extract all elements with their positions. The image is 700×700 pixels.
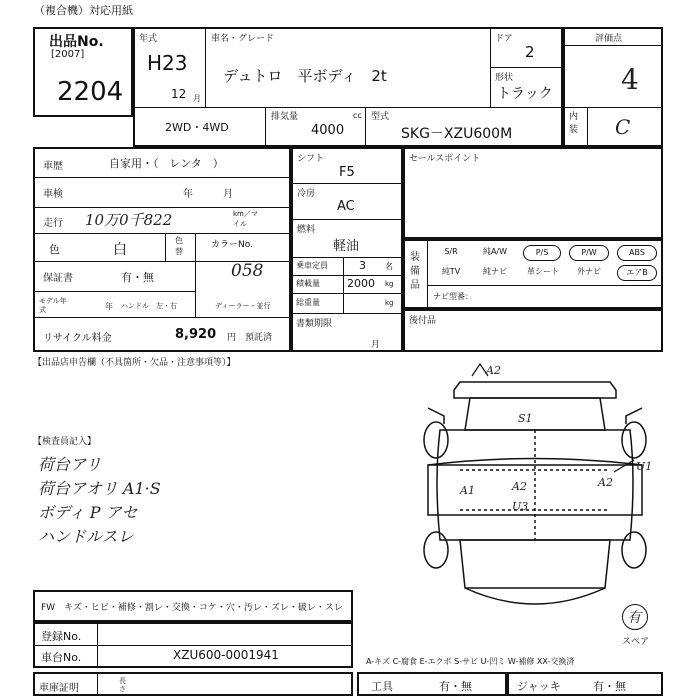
- form-caption: （複合機）対応用紙: [34, 4, 133, 17]
- usage: 自家用・（ レンタ ）: [109, 157, 224, 170]
- tools-box: [357, 672, 507, 696]
- equip-alloy-wheels: 純A/W: [482, 247, 508, 256]
- chassis-label: 車台No.: [41, 651, 82, 664]
- lot-year-tag: [2007]: [51, 49, 85, 60]
- aftermarket-box: [403, 309, 663, 352]
- mark-s1: S1: [518, 412, 533, 425]
- recycle-fee: 8,920: [175, 327, 217, 342]
- mark-u1: U1: [636, 460, 653, 473]
- mileage-unit: km／マイル: [233, 210, 258, 228]
- capacity-unit: 名: [385, 262, 393, 271]
- mark-u3: U3: [512, 500, 529, 513]
- load-label: 積載量: [296, 279, 320, 288]
- exhibitor-notes-label: 【出品店申告欄（不具箇所・欠品・注意事項等）】: [33, 358, 236, 368]
- load-unit: kg: [385, 280, 394, 288]
- grade-score: 4: [621, 63, 639, 96]
- mileage-label: 走行: [43, 218, 63, 229]
- inspection-date: 年 月: [183, 189, 233, 200]
- equip-sunroof: S/R: [444, 247, 458, 256]
- gross-label: 総重量: [296, 298, 320, 307]
- gross-unit: kg: [385, 299, 394, 307]
- aftermarket-label: 後付品: [409, 316, 437, 326]
- sales-point-label: セールスポイント: [409, 154, 481, 164]
- equip-leather: 革シート: [527, 267, 559, 276]
- month: 12: [171, 87, 187, 101]
- equip-nav: 純ナビ: [483, 267, 507, 276]
- lot-number: 2204: [57, 77, 124, 107]
- damage-diagram: [400, 360, 670, 640]
- note-line-1: 荷台アリ: [38, 455, 102, 474]
- color-no-label: カラーNo.: [211, 240, 253, 250]
- fuel-label: 燃料: [297, 225, 316, 235]
- handle-side: ハンドル 左・右: [121, 302, 177, 310]
- registration-box: [33, 622, 353, 668]
- ac: AC: [337, 199, 355, 214]
- recycle-label: リサイクル料金: [43, 333, 112, 344]
- color: 白: [113, 242, 127, 258]
- spare-mark: 有: [627, 610, 641, 626]
- displacement-unit: cc: [353, 111, 362, 120]
- shape-label: 形状: [495, 73, 514, 83]
- interior-grade: C: [615, 115, 631, 139]
- note-line-3: ボディ P アセ: [38, 503, 138, 522]
- spare-circle: [622, 604, 648, 630]
- fw-options: FW キズ・ヒビ・補修・割レ・交換・コケ・穴・汚レ・ズレ・破レ・スレ: [41, 603, 343, 613]
- mark-a2-right: A2: [598, 476, 613, 489]
- usage-label: 車歴: [43, 161, 63, 172]
- recycle-unit: 円 預託済: [227, 333, 273, 343]
- tools-label: 工具: [371, 680, 393, 693]
- grade-box: [563, 27, 663, 147]
- interior-label: 内装: [569, 112, 579, 135]
- vehicle-name: デュトロ 平ボディ 2t: [223, 67, 387, 85]
- model-year-label: モデル年式: [39, 297, 67, 314]
- certificate-label: 車庫証明: [39, 683, 79, 694]
- damage-legend: A-キズ C-腐食 E-エクボ S-サビ U-凹ミ W-補修 XX-交換済: [366, 657, 575, 666]
- vehicle-box: [133, 27, 563, 147]
- color-change-label: 色替: [175, 236, 183, 256]
- jack-label: ジャッキ: [517, 680, 561, 693]
- name-label: 車名・グレード: [211, 34, 275, 44]
- shift-label: シフト: [297, 154, 325, 164]
- mileage: 10万0千822: [85, 211, 173, 229]
- model-year: 年: [105, 302, 113, 311]
- docs-label: 書類期限: [296, 319, 333, 329]
- equip-power-steering: P/S: [523, 245, 561, 261]
- month-unit: 月: [193, 94, 201, 103]
- shape: トラック: [497, 86, 553, 102]
- registration-label: 登録No.: [41, 630, 82, 643]
- mark-a2-top: A2: [486, 364, 501, 377]
- lot-box: [33, 27, 133, 117]
- equip-external-nav: 外ナビ: [577, 267, 601, 276]
- displacement-label: 排気量: [271, 112, 299, 122]
- specs-box: [291, 147, 403, 352]
- certificate-box: [33, 672, 353, 696]
- fw-box: [33, 590, 353, 622]
- color-no: 058: [231, 261, 264, 281]
- equip-abs: ABS: [617, 245, 657, 261]
- mark-a2-center: A2: [512, 480, 527, 493]
- jack-value: 有・無: [593, 680, 626, 693]
- certificate-period: 長さ: [119, 677, 126, 693]
- grade-label: 評価点: [595, 34, 623, 44]
- era-year: H23: [147, 51, 188, 75]
- equipment-box: [403, 239, 663, 309]
- inspector-notes-label: 【検査員記入】: [33, 437, 97, 447]
- docs-month: 月: [371, 340, 381, 350]
- spare-label: スペア: [622, 637, 650, 647]
- nav-model-label: ナビ型番：: [433, 292, 473, 301]
- note-line-4: ハンドルスレ: [38, 527, 134, 546]
- door-label: ドア: [495, 34, 513, 44]
- mark-a1: A1: [460, 484, 475, 497]
- tools-value: 有・無: [439, 680, 472, 693]
- equip-airbag: エアB: [617, 265, 657, 281]
- color-label: 色: [49, 243, 60, 256]
- equip-tv: 純TV: [441, 267, 461, 276]
- jack-box: [507, 672, 663, 696]
- equipment-label: 装備品: [410, 252, 420, 291]
- warranty-label: 保証書: [43, 273, 73, 284]
- fuel: 軽油: [333, 239, 360, 254]
- chassis-number: XZU600-0001941: [173, 648, 279, 662]
- note-line-2: 荷台アオリ A1·S: [38, 479, 161, 498]
- door-count: 2: [525, 43, 535, 61]
- inspection-label: 車検: [43, 189, 63, 200]
- model-label: 型式: [371, 112, 390, 122]
- load: 2000: [347, 277, 375, 290]
- history-box: [33, 147, 291, 352]
- lot-label: 出品No.: [49, 34, 104, 50]
- capacity: 3: [359, 259, 366, 272]
- dealer-type: ディーラー・並行: [215, 302, 271, 310]
- ac-label: 冷房: [297, 189, 316, 199]
- equip-power-windows: P/W: [569, 245, 609, 261]
- warranty: 有・無: [121, 271, 154, 284]
- model-code: SKG－XZU600M: [401, 126, 513, 142]
- shift: F5: [339, 165, 355, 180]
- year-label: 年式: [139, 34, 158, 44]
- capacity-label: 乗車定員: [296, 261, 328, 270]
- drive-type: 2WD・4WD: [165, 121, 229, 134]
- displacement: 4000: [311, 123, 345, 138]
- sales-point-box: [403, 147, 663, 239]
